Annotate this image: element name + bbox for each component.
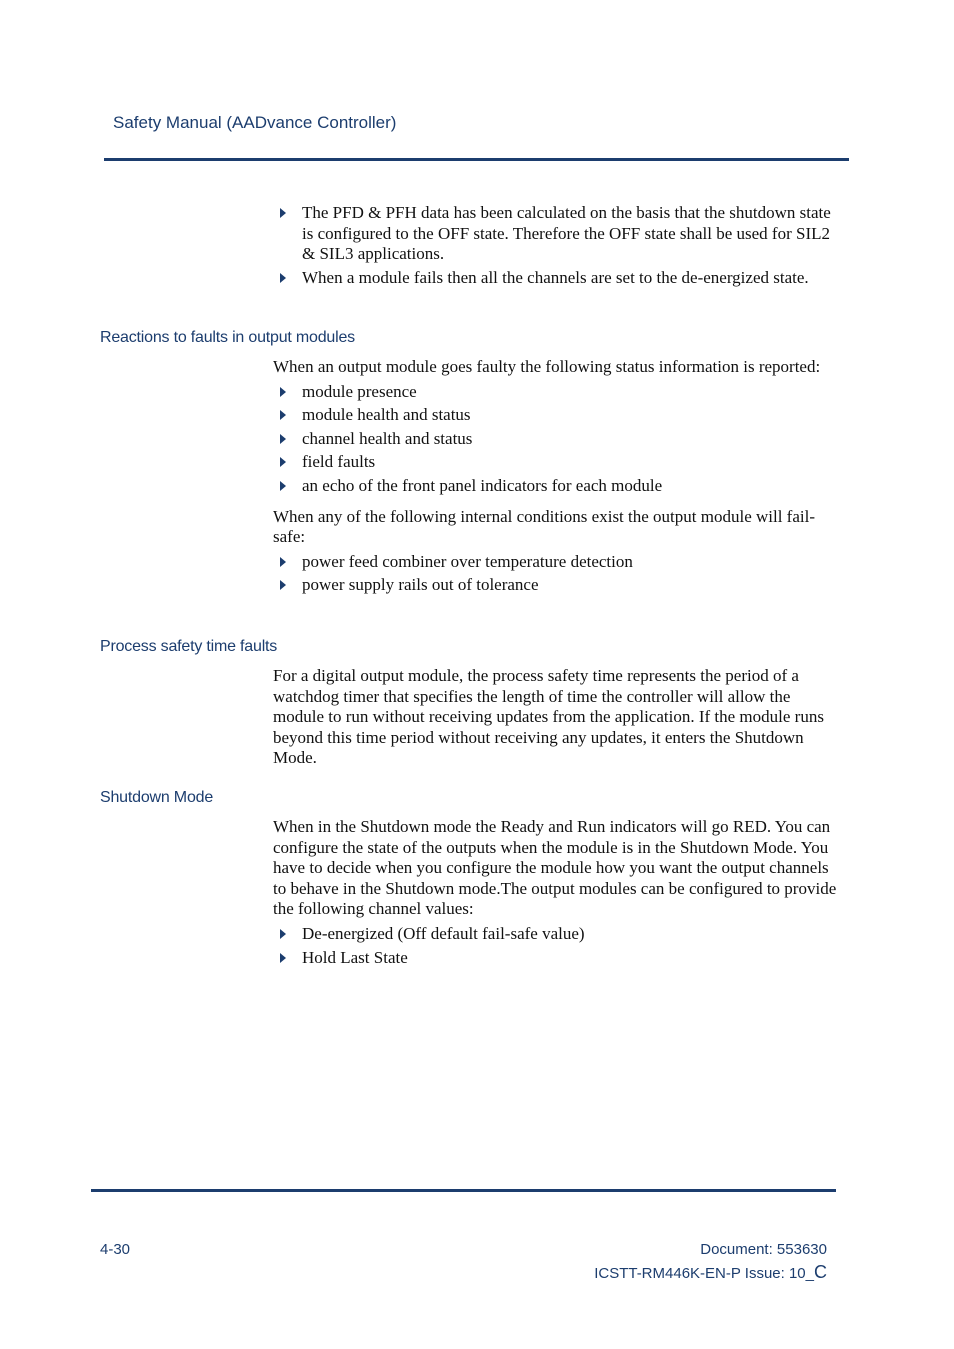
list-item [273,429,839,450]
issue-text: ICSTT-RM446K-EN-P Issue: 10_ [594,1265,814,1282]
list-item [273,575,839,596]
triangle-right-icon [280,580,286,590]
footer-rule [91,1189,836,1192]
list-item-text: field faults [302,452,376,472]
list-item [273,203,839,265]
triangle-right-icon [280,273,286,283]
shutdown-values-list [273,924,839,968]
triangle-right-icon [280,953,286,963]
reactions-paragraph-2: When any of the following internal conditions exist the output module will fail-safe: [273,506,815,547]
list-item-text: Hold Last State [302,947,408,967]
triangle-right-icon [280,434,286,444]
header-rule [104,158,849,161]
document-number: Document: 553630 [700,1241,827,1258]
shutdown-paragraph: When in the Shutdown mode the Ready and Run indicators will go RED. You can configure the state of the outputs when the module is in the Shutdown Mode. You have to decide when you configure the module how you want the output channels to behave in the Shutdown mode.The output modules can be configured to provide the following channel values: [273,817,837,919]
list-item-text: The PFD & PFH data has been calculated on the basis that the shutdown state is configured to the OFF state. Therefore the OFF state shall be used for SIL2 & SIL3 applications. [302,203,831,264]
page-number: 4-30 [100,1241,131,1258]
issue-revision: C [814,1262,827,1282]
triangle-right-icon [280,208,286,218]
list-item-text: When a module fails then all the channels are set to the de-energized state. [302,267,809,287]
list-item-text: channel health and status [302,428,473,448]
process-safety-block [273,666,839,769]
process-safety-paragraph: For a digital output module, the process safety time represents the period of a watchdog timer that specifies the length of time the controller will allow the module to run without receiving updates from the application. If the module runs beyond this time period without receiving any updates, it enters the Shutdown Mode. [273,666,824,768]
header-title: Safety Manual (AADvance Controller) [113,113,397,132]
intro-bullets-block [273,203,839,288]
list-item-text: module presence [302,381,417,401]
triangle-right-icon [280,557,286,567]
intro-bullet-list [273,203,839,288]
triangle-right-icon [280,410,286,420]
list-item [273,405,839,426]
reactions-block [273,357,839,596]
list-item-text: De-energized (Off default fail-safe value) [302,923,585,943]
list-item-text: power feed combiner over temperature detection [302,551,633,571]
list-item [273,268,839,289]
shutdown-block [273,817,839,968]
list-item-text: power supply rails out of tolerance [302,575,539,595]
list-item [273,924,839,945]
reactions-condition-list [273,552,839,596]
list-item [273,476,839,497]
list-item [273,552,839,573]
reactions-status-list [273,382,839,497]
triangle-right-icon [280,481,286,491]
issue-line [594,1262,827,1283]
list-item [273,948,839,969]
section-heading-process-safety: Process safety time faults [100,638,278,655]
triangle-right-icon [280,457,286,467]
list-item [273,452,839,473]
section-heading-shutdown-mode: Shutdown Mode [100,789,214,806]
reactions-paragraph-1: When an output module goes faulty the following status information is reported: [273,357,821,376]
list-item [273,382,839,403]
list-item-text: an echo of the front panel indicators for each module [302,475,663,495]
triangle-right-icon [280,929,286,939]
section-heading-reactions: Reactions to faults in output modules [100,329,355,346]
triangle-right-icon [280,387,286,397]
list-item-text: module health and status [302,405,471,425]
